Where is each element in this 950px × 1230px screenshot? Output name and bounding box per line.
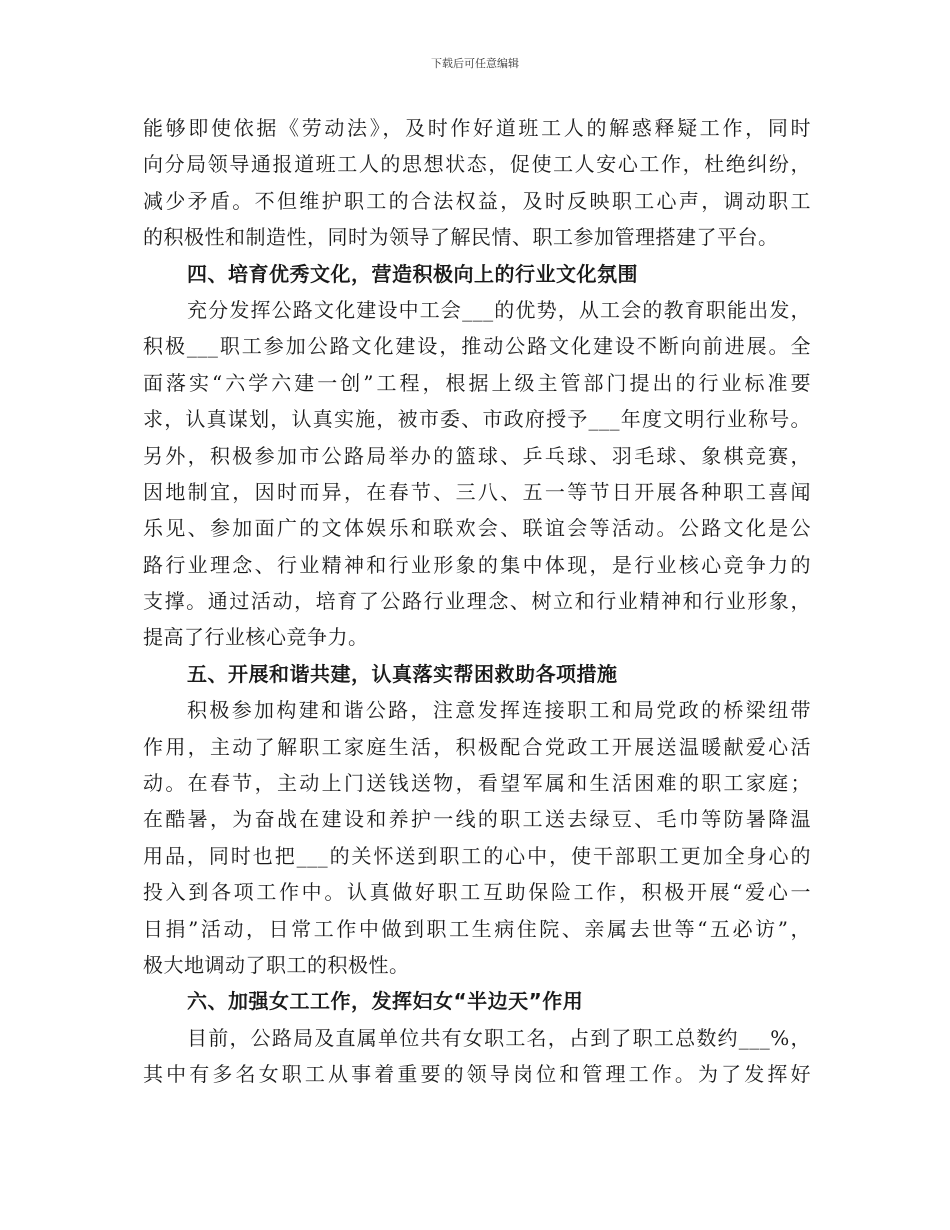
paragraph-line: 在酷暑，为奋战在建设和养护一线的职工送去绿豆、毛巾等防暑降温 (143, 807, 811, 832)
paragraph-line: 支撑。通过活动，培育了公路行业理念、树立和行业精神和行业形象， (143, 589, 811, 614)
paragraph-line: 用品，同时也把___的关怀送到职工的心中，使干部职工更加全身心的 (143, 843, 811, 868)
section-heading-6: 六、加强女工工作，发挥妇女“半边天”作用 (187, 989, 584, 1014)
paragraph-line: 减少矛盾。不但维护职工的合法权益，及时反映职工心声，调动职工 (143, 188, 811, 213)
section-heading-5: 五、开展和谐共建，认真落实帮困救助各项措施 (187, 661, 618, 686)
paragraph-line: 求，认真谋划，认真实施，被市委、市政府授予___年度文明行业称号。 (143, 407, 811, 432)
paragraph-line: 动。在春节，主动上门送钱送物，看望军属和生活困难的职工家庭； (143, 771, 811, 796)
paragraph-line: 另外，积极参加市公路局举办的篮球、乒乓球、羽毛球、象棋竞赛， (143, 443, 811, 468)
paragraph-line: 极大地调动了职工的积极性。 (143, 952, 410, 977)
paragraph-line: 乐见、参加面广的文体娱乐和联欢会、联谊会等活动。公路文化是公 (143, 516, 811, 541)
paragraph-line: 积极参加构建和谐公路，注意发挥连接职工和局党政的桥梁纽带 (187, 698, 811, 723)
document-body (143, 110, 811, 1093)
paragraph-line: 充分发挥公路文化建设中工会___的优势，从工会的教育职能出发， (187, 297, 811, 322)
paragraph-line: 其中有多名女职工从事着重要的领导岗位和管理工作。为了发挥好 (143, 1062, 811, 1087)
paragraph-line: 因地制宜，因时而异，在春节、三八、五一等节日开展各种职工喜闻 (143, 479, 811, 504)
paragraph-line: 目前，公路局及直属单位共有女职工名，占到了职工总数约___%， (187, 1025, 811, 1050)
paragraph-line: 向分局领导通报道班工人的思想状态，促使工人安心工作，杜绝纠纷， (143, 152, 811, 177)
paragraph-line: 的积极性和制造性，同时为领导了解民情、职工参加管理搭建了平台。 (143, 225, 779, 250)
paragraph-line: 能够即使依据《劳动法》，及时作好道班工人的解惑释疑工作，同时 (143, 116, 811, 140)
paragraph-line: 提高了行业核心竞争力。 (143, 625, 369, 650)
paragraph-line: 作用，主动了解职工家庭生活，积极配合党政工开展送温暖献爱心活 (143, 734, 811, 759)
paragraph-line: 路行业理念、行业精神和行业形象的集中体现，是行业核心竞争力的 (143, 552, 811, 577)
paragraph-line: 投入到各项工作中。认真做好职工互助保险工作，积极开展“爱心一 (143, 880, 811, 905)
paragraph-line: 积极___职工参加公路文化建设，推动公路文化建设不断向前进展。全 (143, 334, 811, 359)
page-header-note: 下载后可任意编辑 (431, 57, 519, 70)
section-heading-4: 四、培育优秀文化，营造积极向上的行业文化氛围 (187, 261, 638, 286)
paragraph-line: 面落实“六学六建一创”工程，根据上级主管部门提出的行业标准要 (143, 370, 811, 395)
paragraph-line: 日捐”活动，日常工作中做到职工生病住院、亲属去世等“五必访”， (143, 916, 811, 941)
